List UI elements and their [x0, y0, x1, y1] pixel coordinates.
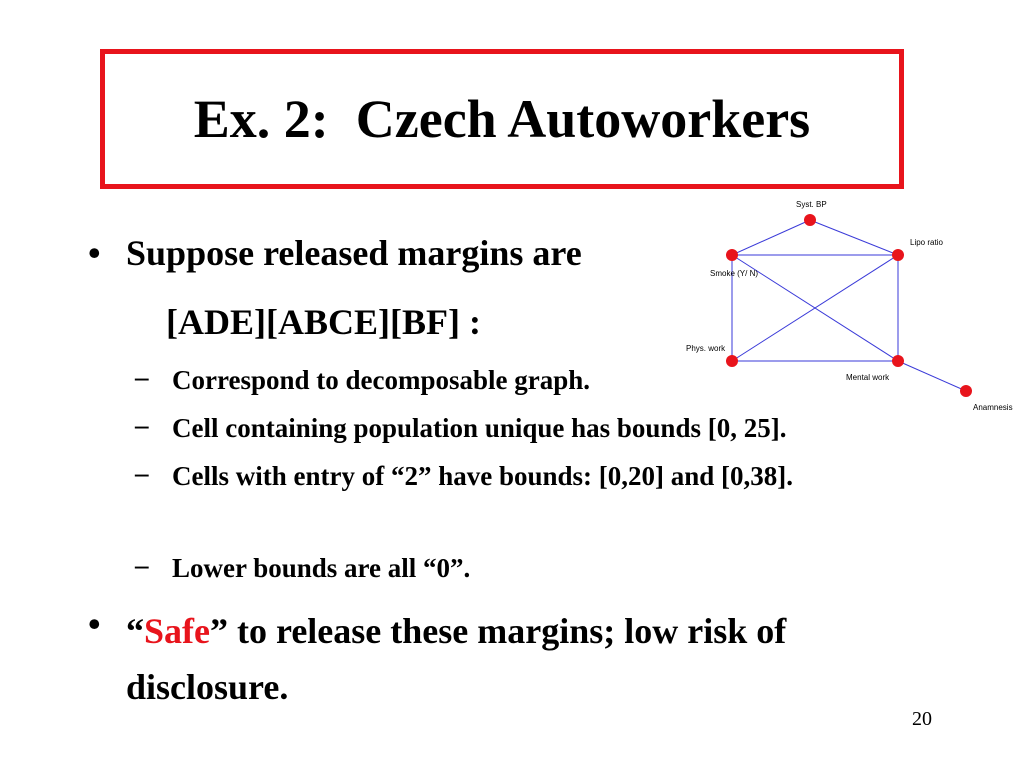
page-number: 20 [912, 708, 932, 730]
sub-bullet-text: Cells with entry of “2” have bounds: [0,20] and [0,38]. [172, 461, 794, 491]
sub-bullet-lower-bounds [135, 550, 912, 586]
bullet-dot: • [88, 233, 101, 273]
node-syst-bp [804, 214, 816, 226]
safe-word: Safe [144, 611, 210, 651]
open-quote: “ [126, 611, 144, 651]
sub-bullet-dash: – [135, 458, 149, 488]
edge-mental-anamnesis [898, 361, 966, 391]
label-anamnesis: Anamnesis [973, 403, 1013, 412]
node-phys-work [726, 355, 738, 367]
label-smoke: Smoke (Y/ N) [710, 269, 759, 278]
label-lipo-ratio: Lipo ratio [910, 238, 943, 247]
bullet-safe-rest: ” to release these margins; low risk of disclosure. [126, 611, 787, 707]
bullet-margins [88, 232, 582, 274]
node-anamnesis [960, 385, 972, 397]
sub-bullet-dash: – [135, 550, 149, 580]
label-phys-work: Phys. work [686, 344, 726, 353]
margins-notation: [ADE][ABCE][BF] : [166, 302, 481, 342]
bullet-safe [88, 603, 938, 715]
sub-bullet-text: Correspond to decomposable graph. [172, 365, 591, 395]
bullet-margins-text: Suppose released margins are [126, 233, 582, 273]
slide-title: Ex. 2: Czech Autoworkers [193, 89, 811, 149]
label-mental-work: Mental work [846, 373, 890, 382]
node-lipo-ratio [892, 249, 904, 261]
bullet-safe-text [126, 603, 938, 715]
edge-smoke-systbp [732, 220, 810, 255]
independence-graph [670, 195, 1020, 420]
label-syst-bp: Syst. BP [796, 200, 827, 209]
sub-bullet-entry-2 [135, 458, 892, 494]
edge-systbp-lipo [810, 220, 898, 255]
node-mental-work [892, 355, 904, 367]
sub-bullet-text: Lower bounds are all “0”. [172, 553, 471, 583]
sub-bullet-dash: – [135, 362, 149, 392]
sub-bullet-text: Cell containing population unique has bounds [0, 25]. [172, 413, 787, 443]
graph-labels [686, 200, 1013, 412]
sub-bullet-dash: – [135, 410, 149, 440]
node-smoke [726, 249, 738, 261]
title-box [100, 49, 904, 189]
bullet-dot: • [88, 604, 101, 644]
